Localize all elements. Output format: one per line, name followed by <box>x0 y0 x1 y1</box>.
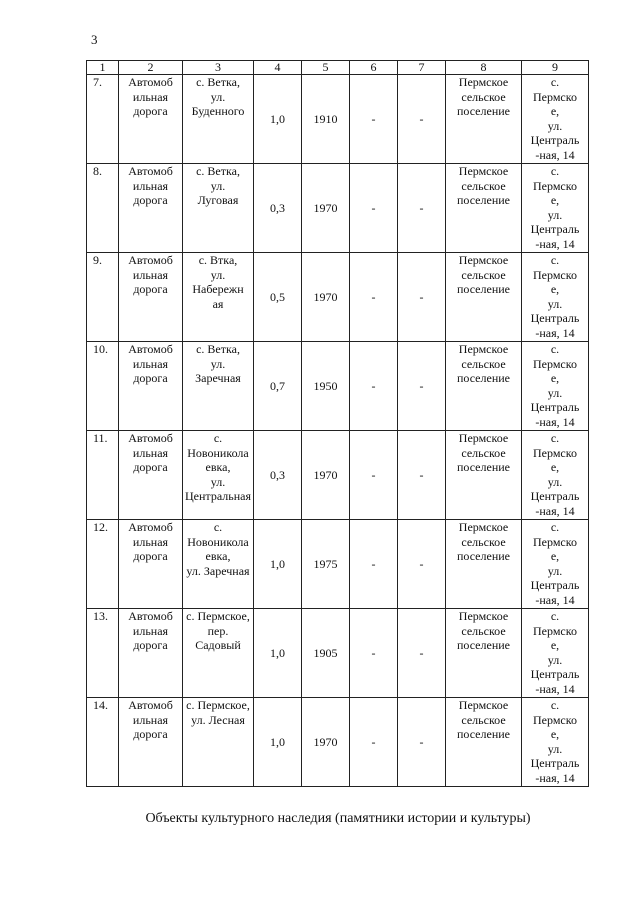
object-type-cell <box>119 609 183 698</box>
object-type-cell-line: Автомоб <box>128 342 173 356</box>
owner-address-cell <box>522 75 589 164</box>
length-cell: 0,3 <box>254 164 302 253</box>
address-cell-line: с. Пермское, <box>186 609 250 623</box>
column-7-cell: - <box>398 75 446 164</box>
owner-address-cell-line: Централь <box>530 578 580 593</box>
owner-address-cell-line: с. <box>550 520 560 534</box>
column-6-cell: - <box>350 520 398 609</box>
address-cell-line: с. Ветка, <box>196 75 240 89</box>
row-number-cell: 9. <box>87 253 119 342</box>
object-type-cell-line: дорога <box>133 638 168 653</box>
address-cell <box>183 164 254 253</box>
object-type-cell-line: ильная <box>132 534 169 549</box>
object-type-cell-line: ильная <box>132 623 169 638</box>
table-row <box>87 253 589 342</box>
row-number-cell: 8. <box>87 164 119 253</box>
address-cell-line: Луговая <box>197 193 239 208</box>
object-type-cell-line: дорога <box>133 371 168 386</box>
settlement-cell-line: поселение <box>456 104 510 119</box>
object-type-cell-line: Автомоб <box>128 431 173 445</box>
owner-address-cell-line: Централь <box>530 400 580 415</box>
column-6-cell: - <box>350 164 398 253</box>
settlement-cell <box>446 698 522 787</box>
table-row <box>87 609 589 698</box>
settlement-cell-line: сельское <box>461 178 506 193</box>
column-number-header: 3 <box>183 61 254 75</box>
address-cell-line: ул. Заречная <box>186 563 250 578</box>
owner-address-cell-line: -ная, 14 <box>535 147 575 162</box>
owner-address-cell-line: -ная, 14 <box>535 770 575 785</box>
address-cell-line: с. Ветка, <box>196 164 240 178</box>
address-cell-line: Буденного <box>191 104 245 119</box>
owner-address-cell <box>522 431 589 520</box>
object-type-cell-line: ильная <box>132 89 169 104</box>
address-cell-line: ул. <box>210 356 226 371</box>
section-caption: Объекты культурного наследия (памятники истории и культуры) <box>145 811 531 826</box>
column-number-header: 5 <box>302 61 350 75</box>
address-cell <box>183 520 254 609</box>
column-number-header: 7 <box>398 61 446 75</box>
settlement-cell-line: Пермское <box>458 75 509 89</box>
length-cell: 0,5 <box>254 253 302 342</box>
object-type-cell <box>119 342 183 431</box>
address-cell <box>183 342 254 431</box>
settlement-cell-line: поселение <box>456 638 510 653</box>
object-type-cell <box>119 520 183 609</box>
address-cell-line: ул. <box>210 267 226 282</box>
address-cell-line: Набережн <box>192 282 244 297</box>
owner-address-cell <box>522 342 589 431</box>
column-number-header: 2 <box>119 61 183 75</box>
settlement-cell <box>446 253 522 342</box>
address-cell-line: ул. Лесная <box>191 712 245 727</box>
address-cell <box>183 431 254 520</box>
owner-address-cell-line: с. <box>550 698 560 712</box>
owner-address-cell-line: ул. <box>547 474 563 489</box>
year-cell: 1970 <box>302 253 350 342</box>
address-cell-line: Новоникола <box>187 534 249 549</box>
object-type-cell-line: дорога <box>133 549 168 564</box>
owner-address-cell-line: Централь <box>530 667 580 682</box>
object-type-cell-line: Автомоб <box>128 164 173 178</box>
owner-address-cell-line: Централь <box>530 133 580 148</box>
owner-address-cell-line: е, <box>550 104 560 119</box>
address-cell-line: Заречная <box>195 371 241 386</box>
column-7-cell: - <box>398 698 446 787</box>
address-cell-line: ул. <box>210 89 226 104</box>
owner-address-cell-line: Централь <box>530 222 580 237</box>
settlement-cell-line: поселение <box>456 193 510 208</box>
owner-address-cell-line: -ная, 14 <box>535 325 575 340</box>
address-cell-line: ая <box>212 296 224 311</box>
object-type-cell-line: дорога <box>133 727 168 742</box>
settlement-cell <box>446 609 522 698</box>
owner-address-cell-line: с. <box>550 253 560 267</box>
owner-address-cell-line: с. <box>550 431 560 445</box>
table-row <box>87 342 589 431</box>
object-type-cell-line: Автомоб <box>128 520 173 534</box>
settlement-cell-line: поселение <box>456 727 510 742</box>
year-cell: 1905 <box>302 609 350 698</box>
owner-address-cell <box>522 698 589 787</box>
column-number-header: 6 <box>350 61 398 75</box>
owner-address-cell-line: ул. <box>547 207 563 222</box>
row-number-cell: 7. <box>87 75 119 164</box>
year-cell: 1975 <box>302 520 350 609</box>
address-cell-line: с. <box>213 431 223 445</box>
column-7-cell: - <box>398 520 446 609</box>
object-type-cell-line: Автомоб <box>128 253 173 267</box>
object-type-cell-line: Автомоб <box>128 698 173 712</box>
owner-address-cell-line: Пермско <box>533 356 577 371</box>
owner-address-cell <box>522 164 589 253</box>
owner-address-cell-line: ул. <box>547 652 563 667</box>
settlement-cell-line: Пермское <box>458 609 509 623</box>
owner-address-cell-line: Пермско <box>533 267 577 282</box>
column-7-cell: - <box>398 253 446 342</box>
table-row <box>87 75 589 164</box>
address-cell-line: с. Пермское, <box>186 698 250 712</box>
address-cell <box>183 75 254 164</box>
length-cell: 1,0 <box>254 698 302 787</box>
address-cell-line: с. <box>213 520 223 534</box>
column-7-cell: - <box>398 342 446 431</box>
length-cell: 1,0 <box>254 520 302 609</box>
owner-address-cell-line: с. <box>550 164 560 178</box>
settlement-cell-line: Пермское <box>458 520 509 534</box>
owner-address-cell <box>522 520 589 609</box>
owner-address-cell-line: е, <box>550 371 560 386</box>
owner-address-cell-line: Централь <box>530 756 580 771</box>
road-register-table <box>86 60 589 787</box>
table-row <box>87 698 589 787</box>
address-cell-line: Центральная <box>185 489 251 504</box>
address-cell-line: ул. <box>210 474 226 489</box>
table-row <box>87 164 589 253</box>
address-cell-line: Новоникола <box>187 445 249 460</box>
settlement-cell-line: сельское <box>461 712 506 727</box>
owner-address-cell-line: Пермско <box>533 712 577 727</box>
row-number-cell: 11. <box>87 431 119 520</box>
settlement-cell <box>446 164 522 253</box>
settlement-cell-line: поселение <box>456 371 510 386</box>
owner-address-cell-line: -ная, 14 <box>535 414 575 429</box>
owner-address-cell-line: Пермско <box>533 89 577 104</box>
column-6-cell: - <box>350 75 398 164</box>
row-number-cell: 13. <box>87 609 119 698</box>
object-type-cell-line: Автомоб <box>128 609 173 623</box>
column-number-header: 1 <box>87 61 119 75</box>
owner-address-cell-line: е, <box>550 638 560 653</box>
owner-address-cell-line: с. <box>550 75 560 89</box>
address-cell-line: с. Ветка, <box>196 342 240 356</box>
row-number-cell: 12. <box>87 520 119 609</box>
column-7-cell: - <box>398 609 446 698</box>
owner-address-cell-line: -ная, 14 <box>535 681 575 696</box>
object-type-cell <box>119 164 183 253</box>
column-6-cell: - <box>350 698 398 787</box>
address-cell-line: Садовый <box>195 638 241 653</box>
column-6-cell: - <box>350 342 398 431</box>
owner-address-cell-line: Пермско <box>533 445 577 460</box>
settlement-cell <box>446 431 522 520</box>
settlement-cell-line: сельское <box>461 267 506 282</box>
owner-address-cell-line: с. <box>550 342 560 356</box>
column-6-cell: - <box>350 253 398 342</box>
settlement-cell-line: поселение <box>456 549 510 564</box>
owner-address-cell-line: -ная, 14 <box>535 592 575 607</box>
settlement-cell-line: Пермское <box>458 164 509 178</box>
length-cell: 0,7 <box>254 342 302 431</box>
owner-address-cell-line: -ная, 14 <box>535 236 575 251</box>
object-type-cell-line: дорога <box>133 282 168 297</box>
address-cell <box>183 698 254 787</box>
settlement-cell-line: Пермское <box>458 698 509 712</box>
address-cell <box>183 253 254 342</box>
owner-address-cell-line: с. <box>550 609 560 623</box>
settlement-cell-line: поселение <box>456 460 510 475</box>
object-type-cell-line: ильная <box>132 178 169 193</box>
length-cell: 1,0 <box>254 75 302 164</box>
settlement-cell-line: сельское <box>461 89 506 104</box>
column-number-header: 8 <box>446 61 522 75</box>
object-type-cell <box>119 431 183 520</box>
settlement-cell-line: Пермское <box>458 431 509 445</box>
length-cell: 1,0 <box>254 609 302 698</box>
object-type-cell <box>119 75 183 164</box>
length-cell: 0,3 <box>254 431 302 520</box>
settlement-cell-line: сельское <box>461 534 506 549</box>
owner-address-cell-line: е, <box>550 727 560 742</box>
object-type-cell-line: дорога <box>133 104 168 119</box>
table-body <box>87 75 589 787</box>
object-type-cell <box>119 698 183 787</box>
settlement-cell-line: поселение <box>456 282 510 297</box>
year-cell: 1970 <box>302 698 350 787</box>
year-cell: 1970 <box>302 164 350 253</box>
column-6-cell: - <box>350 609 398 698</box>
object-type-cell-line: ильная <box>132 712 169 727</box>
owner-address-cell-line: е, <box>550 282 560 297</box>
settlement-cell <box>446 342 522 431</box>
column-number-header: 9 <box>522 61 589 75</box>
address-cell-line: ул. <box>210 178 226 193</box>
owner-address-cell-line: ул. <box>547 563 563 578</box>
row-number-cell: 14. <box>87 698 119 787</box>
owner-address-cell-line: -ная, 14 <box>535 503 575 518</box>
column-7-cell: - <box>398 431 446 520</box>
owner-address-cell-line: Пермско <box>533 623 577 638</box>
owner-address-cell-line: ул. <box>547 741 563 756</box>
object-type-cell-line: Автомоб <box>128 75 173 89</box>
object-type-cell-line: ильная <box>132 267 169 282</box>
settlement-cell <box>446 520 522 609</box>
object-type-cell-line: дорога <box>133 193 168 208</box>
settlement-cell-line: сельское <box>461 445 506 460</box>
column-7-cell: - <box>398 164 446 253</box>
table-row <box>87 520 589 609</box>
settlement-cell-line: сельское <box>461 356 506 371</box>
settlement-cell-line: Пермское <box>458 253 509 267</box>
owner-address-cell <box>522 609 589 698</box>
owner-address-cell-line: Централь <box>530 489 580 504</box>
object-type-cell <box>119 253 183 342</box>
owner-address-cell-line: е, <box>550 193 560 208</box>
row-number-cell: 10. <box>87 342 119 431</box>
owner-address-cell <box>522 253 589 342</box>
object-type-cell-line: дорога <box>133 460 168 475</box>
owner-address-cell-line: е, <box>550 549 560 564</box>
year-cell: 1950 <box>302 342 350 431</box>
address-cell <box>183 609 254 698</box>
address-cell-line: пер. <box>207 623 229 638</box>
year-cell: 1970 <box>302 431 350 520</box>
address-cell-line: евка, <box>205 460 231 475</box>
page-number: 3 <box>91 32 98 47</box>
year-cell: 1910 <box>302 75 350 164</box>
owner-address-cell-line: ул. <box>547 385 563 400</box>
address-cell-line: евка, <box>205 549 231 564</box>
address-cell-line: с. Втка, <box>198 253 238 267</box>
header-row <box>87 61 589 75</box>
settlement-cell-line: Пермское <box>458 342 509 356</box>
owner-address-cell-line: ул. <box>547 296 563 311</box>
settlement-cell <box>446 75 522 164</box>
owner-address-cell-line: ул. <box>547 118 563 133</box>
owner-address-cell-line: е, <box>550 460 560 475</box>
column-6-cell: - <box>350 431 398 520</box>
object-type-cell-line: ильная <box>132 445 169 460</box>
object-type-cell-line: ильная <box>132 356 169 371</box>
owner-address-cell-line: Централь <box>530 311 580 326</box>
owner-address-cell-line: Пермско <box>533 178 577 193</box>
owner-address-cell-line: Пермско <box>533 534 577 549</box>
table-row <box>87 431 589 520</box>
settlement-cell-line: сельское <box>461 623 506 638</box>
column-number-header: 4 <box>254 61 302 75</box>
